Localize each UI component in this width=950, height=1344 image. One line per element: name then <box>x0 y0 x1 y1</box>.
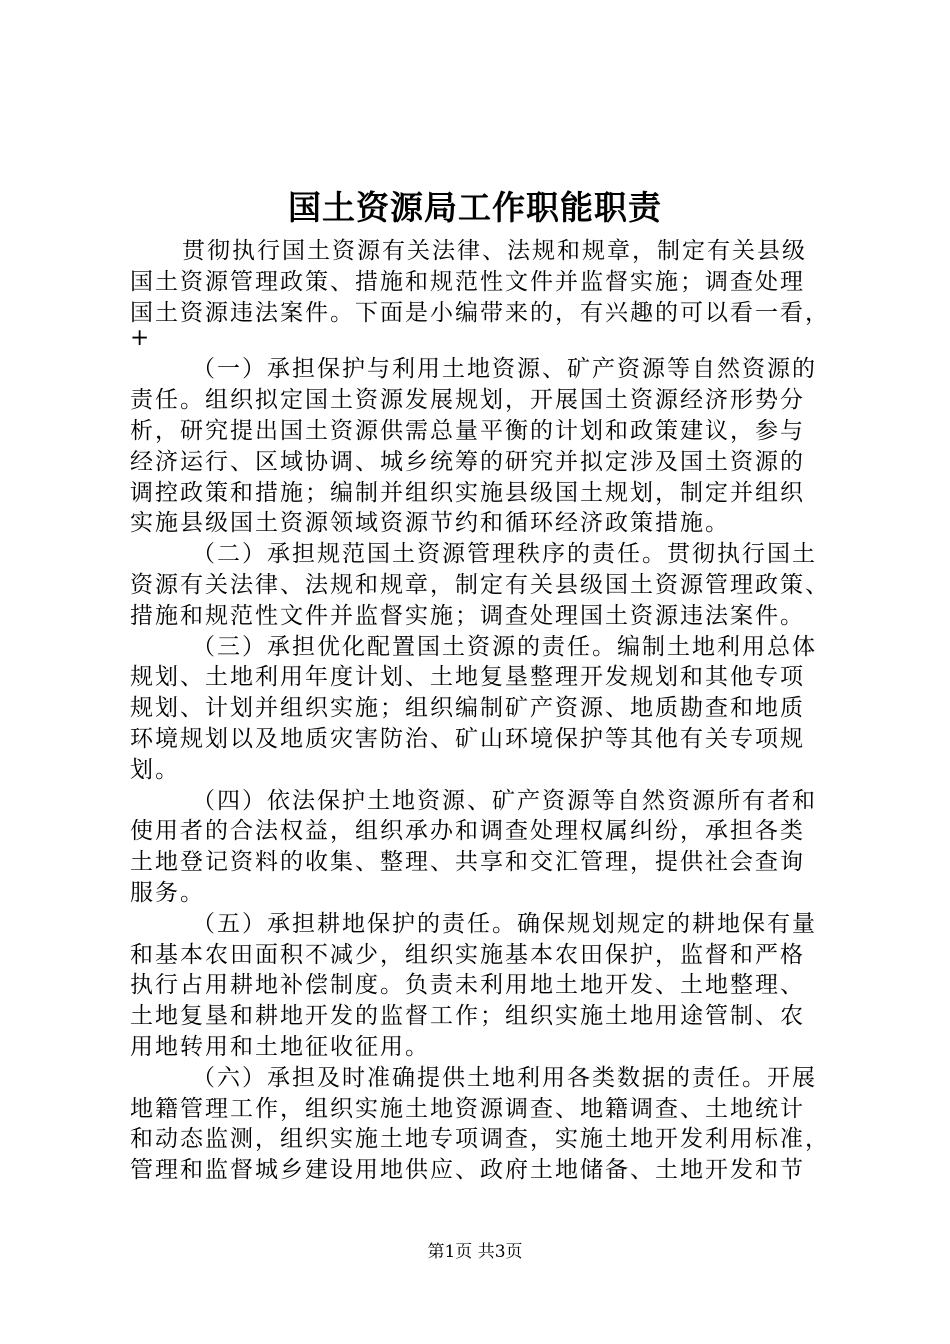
text-line: （四）依法保护土地资源、矿产资源等自然资源所有者和 <box>192 787 817 814</box>
text-line: 实施县级国土资源领域资源节约和循环经济政策措施。 <box>130 510 730 537</box>
paragraph-duty-5 <box>130 909 830 1063</box>
text-line: 执行占用耕地补偿制度。负责未利用地土地开发、土地整理、 <box>130 972 805 999</box>
paragraph-duty-4 <box>130 786 830 909</box>
text-line: 国土资源违法案件。下面是小编带来的，有兴趣的可以看一看， <box>130 299 830 326</box>
paragraph-duty-6 <box>130 1063 830 1186</box>
paragraph-duty-1 <box>130 354 830 539</box>
text-line: 土地登记资料的收集、整理、共享和交汇管理，提供社会查询 <box>130 849 805 876</box>
text-line: 使用者的合法权益，组织承办和调查处理权属纠纷，承担各类 <box>130 818 805 845</box>
text-line: 规划、土地利用年度计划、土地复垦整理开发规划和其他专项 <box>130 664 805 691</box>
text-line: 析，研究提出国土资源供需总量平衡的计划和政策建议，参与 <box>130 417 805 444</box>
document-title: 国土资源局工作职能职责 <box>288 188 662 227</box>
text-line: 调控政策和措施；编制并组织实施县级国土规划，制定并组织 <box>130 479 805 506</box>
text-line: 措施和规范性文件并监督实施；调查处理国土资源违法案件。 <box>130 602 805 629</box>
text-line: 管理和监督城乡建设用地供应、政府土地储备、土地开发和节 <box>130 1157 805 1184</box>
text-line: （六）承担及时准确提供土地利用各类数据的责任。开展 <box>192 1064 817 1091</box>
text-line: 和动态监测，组织实施土地专项调查，实施土地开发利用标准， <box>130 1126 830 1153</box>
text-line: 用地转用和土地征收征用。 <box>130 1033 430 1060</box>
paragraph-duty-3 <box>130 632 830 786</box>
text-line: 责任。组织拟定国土资源发展规划，开展国土资源经济形势分 <box>130 387 805 414</box>
text-line: 地籍管理工作，组织实施土地资源调查、地籍调查、土地统计 <box>130 1095 805 1122</box>
paragraph-duty-2 <box>130 539 830 631</box>
text-line: 划。 <box>130 756 180 783</box>
text-line: 国土资源管理政策、措施和规范性文件并监督实施；调查处理 <box>130 268 805 295</box>
page-number: 第1页 共3页 <box>427 1242 523 1262</box>
document-body <box>130 236 830 1186</box>
text-line: + <box>130 325 152 352</box>
text-line: 经济运行、区域协调、城乡统筹的研究并拟定涉及国土资源的 <box>130 448 805 475</box>
text-line: 环境规划以及地质灾害防治、矿山环境保护等其他有关专项规 <box>130 725 805 752</box>
text-line: 服务。 <box>130 879 205 906</box>
text-line: 规划、计划并组织实施；组织编制矿产资源、地质勘查和地质 <box>130 695 805 722</box>
text-line: 和基本农田面积不减少，组织实施基本农田保护，监督和严格 <box>130 941 805 968</box>
text-line: （三）承担优化配置国土资源的责任。编制土地利用总体 <box>192 633 817 660</box>
text-line: （一）承担保护与利用土地资源、矿产资源等自然资源的 <box>192 356 817 383</box>
text-line: 资源有关法律、法规和规章，制定有关县级国土资源管理政策、 <box>130 571 830 598</box>
text-line: 土地复垦和耕地开发的监督工作；组织实施土地用途管制、农 <box>130 1003 805 1030</box>
paragraph-intro <box>130 236 830 354</box>
text-line: （五）承担耕地保护的责任。确保规划规定的耕地保有量 <box>192 910 817 937</box>
text-line: （二）承担规范国土资源管理秩序的责任。贯彻执行国土 <box>192 541 817 568</box>
text-line: 贯彻执行国土资源有关法律、法规和规章，制定有关县级 <box>182 238 807 264</box>
